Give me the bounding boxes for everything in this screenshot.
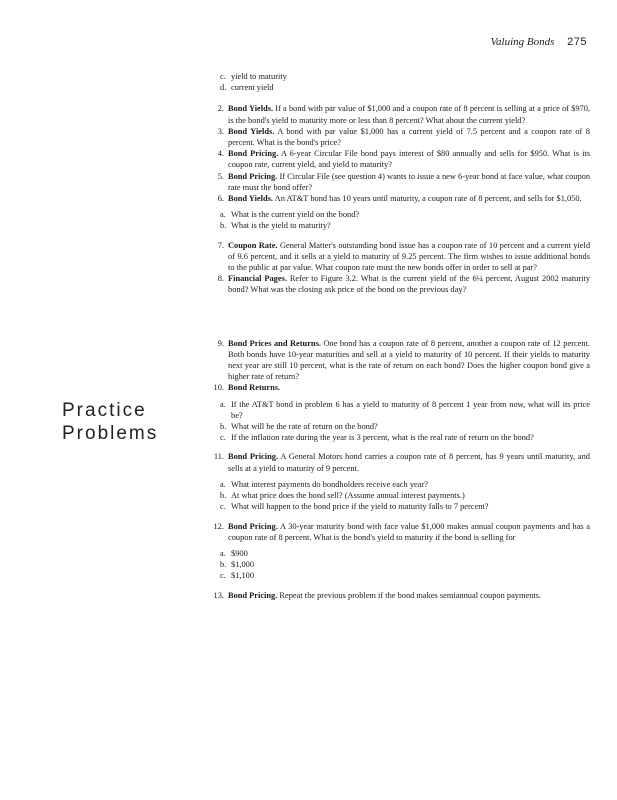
question-13: 13. Bond Pricing. Repeat the previous problem if the bond makes semiannual coupon payments. [213, 590, 542, 600]
list-item: d. current yield [220, 83, 274, 93]
running-header [491, 36, 587, 52]
problem-list [210, 71, 590, 601]
list-item: b. What will be the rate of return on the bond? [220, 422, 378, 432]
list-item: b. $1,000 [220, 560, 255, 570]
side-heading [62, 399, 202, 445]
side-heading-line1: Practice [62, 400, 147, 421]
question-8: 8. Financial Pages. Refer to Figure 3.2. What is the current yield of the 6¼ percent, August 2002 maturity bond? What was the closing ask price of the bond on the previous day? [217, 274, 591, 295]
side-heading-line2: Problems [62, 423, 159, 444]
question-4: 4. Bond Pricing. A 6-year Circular File bond pays interest of $80 annually and sells for $950. What is its coupon rate, current yield, and yield to maturity? [217, 149, 590, 170]
list-item: c. What will happen to the bond price if the yield to maturity falls to 7 percent? [220, 502, 489, 512]
list-item: a. What interest payments do bondholders receive each year? [220, 479, 428, 489]
question-11: 11. Bond Pricing. A General Motors bond carries a coupon rate of 8 percent, has 9 years until maturity, and sells at a yield to maturity of 9 percent. [213, 452, 590, 473]
list-item: c. yield to maturity [220, 72, 287, 81]
list-item: b. What is the yield to maturity? [220, 221, 331, 231]
question-3: 3. Bond Yields. A bond with par value $1,000 has a current yield of 7.5 percent and a coupon rate of 8 percent. What is the bond's price? [217, 126, 590, 148]
list-item: a. If the AT&T bond in problem 6 has a yield to maturity of 8 percent 1 year from now, what will its price be? [220, 399, 590, 420]
list-item: c. $1,100 [220, 571, 255, 581]
list-item: c. If the inflation rate during the year is 3 percent, what is the real rate of return on the bond? [220, 433, 534, 443]
question-9: 9. Bond Prices and Returns. One bond has a coupon rate of 8 percent, another a coupon rate of 12 percent. Both bonds have 10-year maturities and sell at a yield to maturity of 10 percent. If their yields to maturity next year are still 10 percent, what is the rate of return on each bond? Does the higher coupon bond give a higher rate of return? [217, 338, 590, 382]
page-number: 275 [567, 36, 587, 48]
question-7: 7. Coupon Rate. General Matter's outstanding bond issue has a coupon rate of 10 percent and a current yield of 9.6 percent, and it sells at a yield to maturity of 9.25 percent. The firm wishes to issue additional bonds to the public at par value. What coupon rate must the new bonds offer in order to sell at par? [217, 240, 591, 273]
list-item: a. What is the current yield on the bond? [220, 210, 360, 220]
question-12: 12. Bond Pricing. A 30-year maturity bond with face value $1,000 makes annual coupon payments and has a coupon rate of 8 percent. What is the bond's yield to maturity if the bond is selling for [213, 521, 590, 542]
running-title: Valuing Bonds [490, 36, 555, 48]
question-5: 5. Bond Pricing. If Circular File (see question 4) wants to issue a new 6-year bond at face value, what coupon rate must the bond offer? [217, 171, 591, 192]
question-10: 10. Bond Returns. [213, 383, 281, 393]
question-2: 2. Bond Yields. If a bond with par value of $1,000 and a coupon rate of 8 percent is selling at a price of $970, is the bond's yield to maturity more or less than 8 percent? What about the current yield? [217, 104, 590, 125]
question-6: 6. Bond Yields. An AT&T bond has 10 years until maturity, a coupon rate of 8 percent, and sells for $1,050. [217, 194, 582, 204]
list-item: b. At what price does the bond sell? (Assume annual interest payments.) [220, 491, 465, 501]
list-item: a. $900 [220, 548, 248, 558]
